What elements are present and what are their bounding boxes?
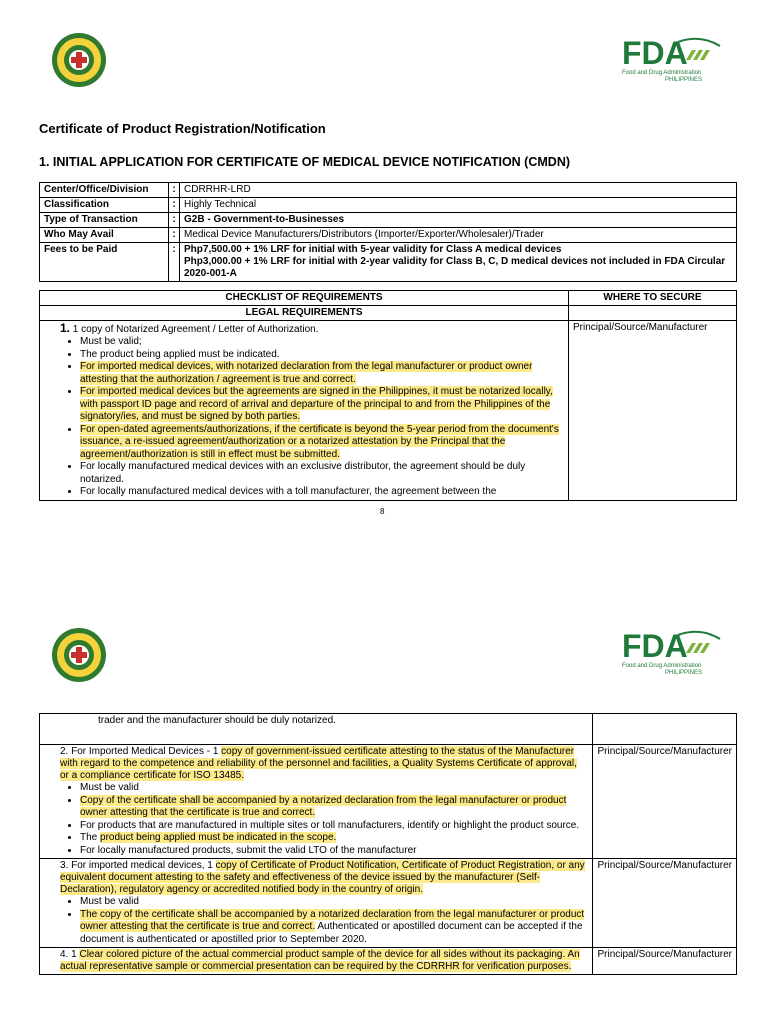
requirement-3 <box>60 860 588 896</box>
highlighted-text: product being applied must be indicated in the scope. <box>100 832 337 843</box>
list-text: Authenticated or apostilled document can be accepted if the document is authenticated or apostilled prior to September 2020. <box>80 921 583 945</box>
requirement-cell <box>40 859 593 948</box>
info-colon: : <box>169 183 180 198</box>
legal-header-row <box>40 306 737 321</box>
info-value: Highly Technical <box>180 198 737 213</box>
highlighted-text: copy of Certificate of Product Notification, Certificate of Product Registration, or any equivalent document attesting to the safety and effectiveness of the device issued by the manufacturer (Self-Declaration), regulatory agency or accredited notified body in the country of origin. <box>60 860 585 895</box>
highlighted-text: For imported medical devices, with notarized declaration from the legal manufacturer or product owner attesting that the authorization / agreement is true and correct. <box>80 361 533 385</box>
requirement-bullets <box>60 336 564 499</box>
list-item: • The product being applied must be indicated. <box>80 349 564 362</box>
list-item <box>80 832 588 845</box>
list-item: • For locally manufactured products, submit the valid LTO of the manufacturer <box>80 845 588 858</box>
document-title: Certificate of Product Registration/Notification <box>39 121 326 136</box>
table-row <box>40 321 737 501</box>
requirement-bullets <box>60 896 588 946</box>
list-item: • Must be valid; <box>80 336 564 349</box>
table-row <box>40 714 737 745</box>
requirement-prefix: 3. For imported medical devices, 1 <box>60 860 216 871</box>
info-row <box>40 213 737 228</box>
info-label: Classification <box>40 198 169 213</box>
highlighted-text: For open-dated agreements/authorizations, if the certificate is beyond the 5-year period from the document's issuance, a re-issued agreement/authorization or a notarized attestation by the Principal that the agreement/authorization is still in effect must be submitted. <box>80 423 559 460</box>
where-to-secure-cell: Principal/Source/Manufacturer <box>593 859 737 948</box>
item-number: 1. <box>60 321 71 335</box>
list-item <box>80 386 564 424</box>
fda-logo-text: FDA <box>622 628 688 664</box>
list-item: • Must be valid <box>80 782 588 795</box>
table-row <box>40 948 737 975</box>
page-number: 8 <box>380 507 385 516</box>
fda-logo <box>620 34 730 86</box>
section-title: 1. INITIAL APPLICATION FOR CERTIFICATE OF MEDICAL DEVICE NOTIFICATION (CMDN) <box>39 155 571 169</box>
where-to-secure-cell: Principal/Source/Manufacturer <box>593 948 737 975</box>
fee-line-2: Php3,000.00 + 1% LRF for initial with 2-year validity for Class B, C, D medical devices not included in FDA Circular 2020-001-A <box>184 256 726 279</box>
highlighted-text: Copy of the certificate shall be accompanied by a notarized declaration from the legal manufacturer or product owner attesting that the certificate is true and correct. <box>80 794 567 818</box>
requirement-cell <box>40 321 569 501</box>
requirement-2 <box>60 746 588 782</box>
info-value: G2B - Government-to-Businesses <box>180 213 737 228</box>
fda-logo-sub1: Food and Drug Administration <box>622 70 702 76</box>
requirement-1 <box>60 322 564 336</box>
requirement-prefix: 4. 1 <box>60 949 80 960</box>
table-row <box>40 859 737 948</box>
highlighted-text: For imported medical devices but the agreements are signed in the Philippines, it must be notarized locally, with passport ID page and record of arrival and departure of the principal to and from the Philippines of the signatory/ies, and must be signed by both parties. <box>80 386 553 422</box>
info-colon: : <box>169 198 180 213</box>
info-colon: : <box>169 243 180 282</box>
where-to-secure-cell: Principal/Source/Manufacturer <box>593 745 737 859</box>
continued-text: trader and the manufacturer should be duly notarized. <box>40 714 593 745</box>
checklist-header-row <box>40 291 737 306</box>
requirement-cell <box>40 745 593 859</box>
fda-logo-sub2: PHILIPPINES <box>665 670 703 676</box>
empty-cell <box>593 714 737 745</box>
requirement-cell <box>40 948 593 975</box>
list-text: The <box>80 832 101 843</box>
highlighted-text: copy of government-issued certificate attesting to the status of the Manufacturer with regard to the competence and reliability of the personnel and facilities, a Quality Systems Certificate of approval, or a compliance certificate for ISO 13485. <box>60 746 577 781</box>
list-item <box>80 909 588 947</box>
info-value: CDRRHR-LRD <box>180 183 737 198</box>
legal-requirements-header: LEGAL REQUIREMENTS <box>40 306 569 321</box>
fda-logo <box>620 627 730 679</box>
checklist-table-continued <box>39 713 737 975</box>
fda-logo-sub2: PHILIPPINES <box>665 77 703 83</box>
checklist-table <box>39 290 737 501</box>
info-label: Who May Avail <box>40 228 169 243</box>
info-row <box>40 243 737 282</box>
checklist-header: CHECKLIST OF REQUIREMENTS <box>40 291 569 306</box>
info-table <box>39 182 737 282</box>
info-row <box>40 183 737 198</box>
fda-logo-sub1: Food and Drug Administration <box>622 663 702 669</box>
doh-seal-logo <box>51 32 107 88</box>
where-to-secure-cell: Principal/Source/Manufacturer <box>569 321 737 501</box>
fda-logo-text: FDA <box>622 35 688 71</box>
doh-seal-logo <box>51 627 107 683</box>
list-item <box>80 795 588 820</box>
info-colon: : <box>169 228 180 243</box>
info-row <box>40 228 737 243</box>
empty-cell <box>569 306 737 321</box>
requirement-bullets <box>60 782 588 857</box>
info-label: Type of Transaction <box>40 213 169 228</box>
table-row <box>40 745 737 859</box>
document-page-2 <box>0 600 768 1024</box>
info-colon: : <box>169 213 180 228</box>
highlighted-text: The copy of the certificate shall be accompanied by a notarized declaration from the legal manufacturer or product owner attesting that the certificate is true and correct. <box>80 908 585 932</box>
where-header: WHERE TO SECURE <box>569 291 737 306</box>
requirement-4 <box>60 949 588 973</box>
info-label: Center/Office/Division <box>40 183 169 198</box>
list-item: • Must be valid <box>80 896 588 909</box>
info-row <box>40 198 737 213</box>
requirement-prefix: 2. For Imported Medical Devices - 1 <box>60 746 222 757</box>
fee-line-1: Php7,500.00 + 1% LRF for initial with 5-year validity for Class A medical devices <box>184 244 562 255</box>
list-item <box>80 424 564 462</box>
info-value <box>180 243 737 282</box>
requirement-text: 1 copy of Notarized Agreement / Letter of Authorization. <box>72 324 319 335</box>
info-value: Medical Device Manufacturers/Distributors (Importer/Exporter/Wholesaler)/Trader <box>180 228 737 243</box>
list-item: • For products that are manufactured in multiple sites or toll manufacturers, identify or highlight the product source. <box>80 820 588 833</box>
list-item <box>80 361 564 386</box>
highlighted-text: Clear colored picture of the actual commercial product sample of the device for all sides without its packaging. An actual representative sample or commercial presentation can be required by the CDRRHR for verification purposes. <box>60 949 580 972</box>
list-item: • For locally manufactured medical devices with a toll manufacturer, the agreement between the <box>80 486 564 499</box>
info-label: Fees to be Paid <box>40 243 169 282</box>
list-item: • For locally manufactured medical devices with an exclusive distributor, the agreement should be duly notarized. <box>80 461 564 486</box>
